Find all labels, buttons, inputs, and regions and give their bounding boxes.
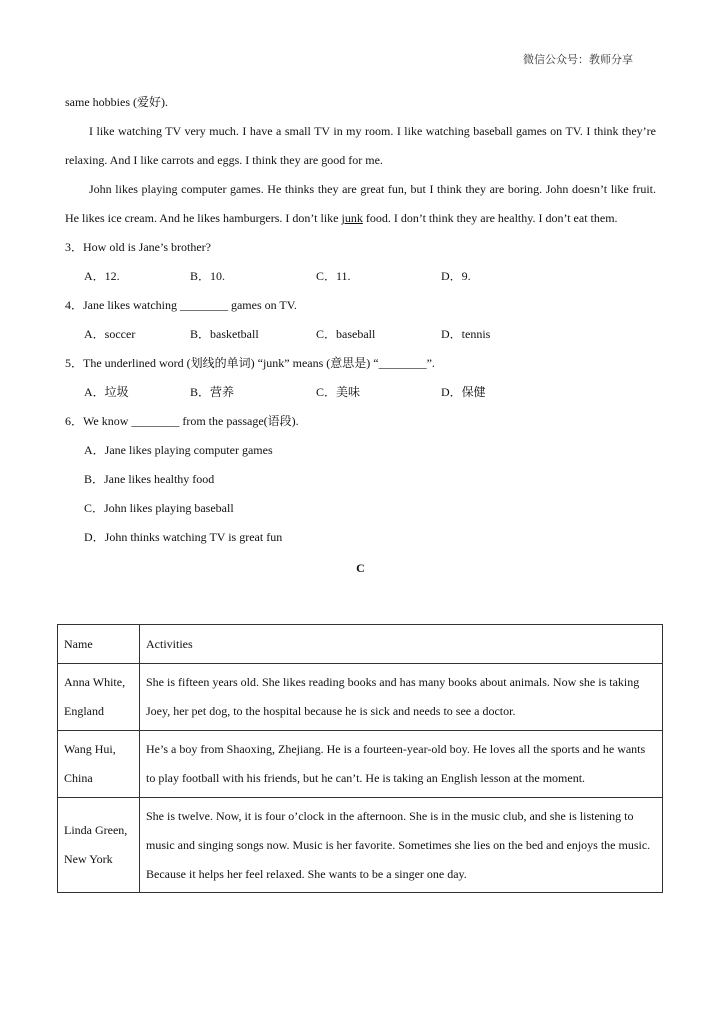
option-d[interactable]: D．tennis (441, 327, 491, 341)
options-row (65, 320, 656, 349)
question-text: 6．We know ________ from the passage(语段). (65, 414, 299, 428)
question-3 (65, 233, 656, 291)
options-row (65, 262, 656, 291)
passage-text: food. I don’t think they are healthy. I don’t eat them. (362, 211, 618, 225)
name-line-1: Linda Green, (64, 823, 128, 837)
option-a[interactable]: A．12. (84, 269, 120, 283)
table-row (58, 664, 663, 731)
person-activity: She is fifteen years old. She likes reading books and has many books about animals. Now she is taking Joey, her pet dog, to the hospital because he is sick and needs to see a doctor. (140, 664, 663, 731)
question-text: 4．Jane likes watching ________ games on TV. (65, 298, 297, 312)
person-activity: She is twelve. Now, it is four o’clock in the afternoon. She is in the music club, and she is listening to music and singing songs now. Music is her favorite. Sometimes she lies on the bed and enjoys the music. Because it helps her feel relaxed. She wants to be a singer one day. (140, 798, 663, 893)
reading-content (65, 88, 656, 583)
table-header-row (58, 625, 663, 664)
option-d[interactable]: D．保健 (441, 385, 486, 399)
header-name: Name (58, 625, 140, 664)
option-c[interactable]: C．John likes playing baseball (84, 501, 234, 515)
activities-table (57, 624, 663, 893)
option-c[interactable]: C．baseball (316, 327, 376, 341)
underlined-word-junk: junk (341, 211, 363, 225)
question-5 (65, 349, 656, 407)
name-line-2: England (64, 704, 104, 718)
question-text: 3．How old is Jane’s brother? (65, 240, 211, 254)
option-c[interactable]: C．11. (316, 269, 351, 283)
passage-paragraph-3 (65, 175, 656, 233)
option-b[interactable]: B．营养 (190, 385, 235, 399)
option-b[interactable]: B．10. (190, 269, 226, 283)
person-name (58, 798, 140, 893)
option-c[interactable]: C．美味 (316, 385, 361, 399)
name-line-2: New York (64, 852, 113, 866)
option-b[interactable]: B．Jane likes healthy food (84, 472, 215, 486)
option-b[interactable]: B．basketball (190, 327, 259, 341)
question-6 (65, 407, 656, 552)
header-activities: Activities (140, 625, 663, 664)
question-text: 5．The underlined word (划线的单词) “junk” means (意思是) “________”. (65, 356, 435, 370)
table-row (58, 731, 663, 798)
option-d[interactable]: D．9. (441, 269, 471, 283)
person-activity: He’s a boy from Shaoxing, Zhejiang. He is a fourteen-year-old boy. He loves all the sports and he wants to play football with his friends, but he can’t. He is taking an English lesson at the moment. (140, 731, 663, 798)
option-a[interactable]: A．垃圾 (84, 385, 129, 399)
name-line-1: Wang Hui, (64, 742, 116, 756)
name-line-2: China (64, 771, 93, 785)
passage-text: John likes playing computer games. He thinks they are great fun, but I think they are boring. John doesn’t like fruit. He likes ice cream. And he likes hamburgers. I don’t like (65, 182, 656, 225)
option-d[interactable]: D．John thinks watching TV is great fun (84, 530, 283, 544)
person-name (58, 664, 140, 731)
page-header-watermark: 微信公众号：教师分享 (523, 54, 633, 66)
section-c-title: C (356, 561, 365, 575)
question-4 (65, 291, 656, 349)
options-row (65, 378, 656, 407)
person-name (58, 731, 140, 798)
option-a[interactable]: A．soccer (84, 327, 136, 341)
table-row (58, 798, 663, 893)
passage-line: same hobbies (爱好). (65, 95, 168, 109)
name-line-1: Anna White, (64, 675, 126, 689)
option-a[interactable]: A．Jane likes playing computer games (84, 443, 273, 457)
passage-paragraph-2: I like watching TV very much. I have a small TV in my room. I like watching baseball games on TV. I think they’re relaxing. And I like carrots and eggs. I think they are good for me. (65, 124, 656, 167)
